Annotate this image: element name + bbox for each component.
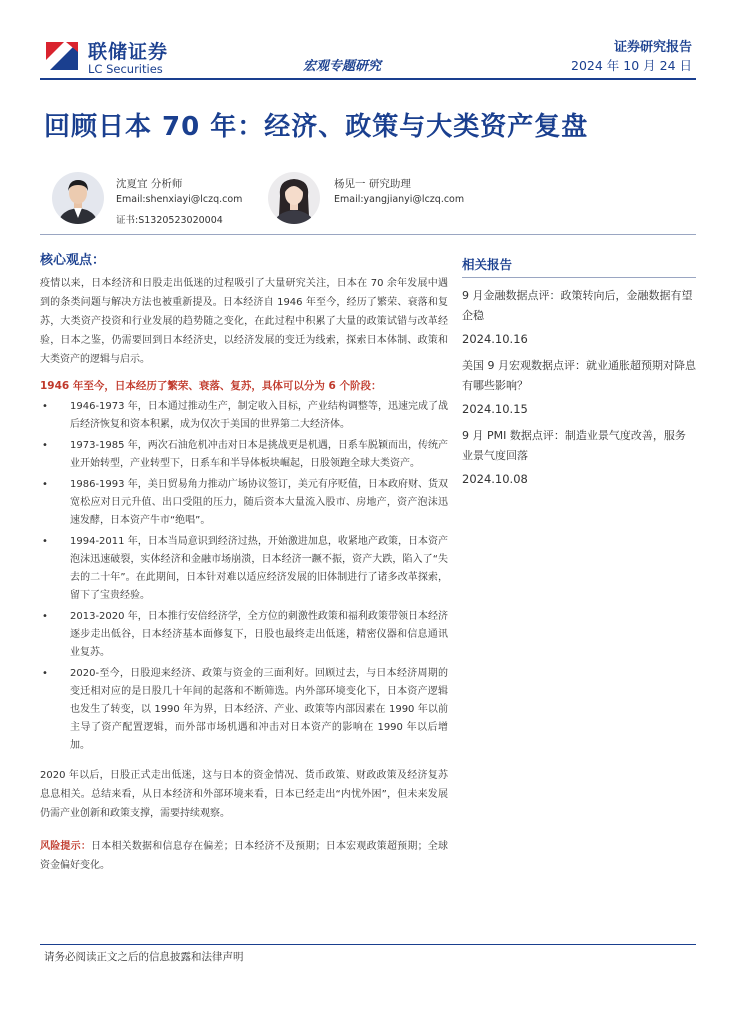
logo-text-cn: 联储证券 — [88, 41, 169, 63]
risk-label: 风险提示： — [40, 841, 92, 852]
conclusion-paragraph: 2020 年以后，日股正式走出低迷，这与日本的资金情况、货币政策、财政政策及经济复苏息息相关。总结来看，从日本经济和外部环境来看，日本已经走出“内忧外困”，但未来发展仍需产业创新和政策支撑，需要持续观察。 — [40, 770, 448, 819]
risk-warning — [40, 837, 448, 875]
core-views-section — [40, 249, 448, 875]
related-reports — [462, 255, 696, 496]
list-item — [40, 437, 448, 473]
stages-list — [40, 398, 448, 755]
report-type: 证券研究报告 — [613, 40, 692, 55]
author-1-cert: 证书:S1320523020004 — [116, 215, 223, 226]
related-report-item[interactable] — [462, 286, 696, 346]
author-1-name: 沈夏宜 分析师 — [116, 178, 183, 190]
avatar-author-2 — [268, 172, 320, 224]
related-report-title[interactable]: 9 月金融数据点评：政策转向后，金融数据有望企稳 — [462, 289, 693, 322]
author-2-name: 杨见一 研究助理 — [334, 178, 411, 190]
list-item — [40, 533, 448, 605]
related-report-date: 2024.10.15 — [462, 402, 528, 416]
risk-text: 日本相关数据和信息存在偏差；日本经济不及预期；日本宏观政策超预期；全球资金偏好变化。 — [40, 841, 449, 871]
list-item — [40, 608, 448, 662]
footer-divider — [40, 944, 696, 945]
bullet-icon: • — [42, 440, 48, 451]
authors-divider — [40, 234, 696, 235]
bullet-icon: • — [42, 401, 48, 412]
stages-title: 1946 年至今，日本经历了繁荣、衰落、复苏，具体可以分为 6 个阶段： — [40, 380, 382, 392]
stage-text: 1946-1973 年，日本通过推动生产，制定收入目标，产业结构调整等，迅速完成了战后经济恢复和资本积累，成为仅次于美国的世界第二大经济体。 — [70, 401, 448, 430]
bullet-icon: • — [42, 536, 48, 547]
avatar-author-1 — [52, 172, 104, 224]
related-report-item[interactable] — [462, 426, 696, 486]
bullet-icon: • — [42, 668, 48, 679]
lc-logo-icon — [44, 38, 80, 74]
core-views-title: 核心观点： — [40, 253, 106, 268]
bullet-icon: • — [42, 611, 48, 622]
document-type: 宏观专题研究 — [303, 59, 382, 74]
stage-text: 1973-1985 年，两次石油危机冲击对日本是挑战更是机遇，日系车脱颖而出，传统产业开始转型，产业转型下，日系车和半导体板块崛起，日股领跑全球大类资产。 — [70, 440, 448, 469]
stage-text: 2013-2020 年，日本推行安倍经济学，全方位的刺激性政策和福利政策带领日本经济逐步走出低谷，日本经济基本面修复下，日股也最终走出低迷，精密仪器和信息通讯业复苏。 — [70, 611, 448, 658]
stage-text: 2020-至今，日股迎来经济、政策与资金的三面利好。回顾过去，与日本经济周期的变迁相对应的是日股几十年间的起落和不断筛选。内外部环境变化下，日本资产逻辑也发生了转变，以 1990 年为界，日本经济、产业、政策等内部因素在 1990 年以前主导了资产配置逻辑，而外部市场机遇和冲击对日本资产的影响在 1990 年以后增加。 — [70, 668, 448, 751]
related-report-title[interactable]: 美国 9 月宏观数据点评：就业通胀超预期对降息有哪些影响？ — [462, 359, 696, 392]
related-report-item[interactable] — [462, 356, 696, 416]
related-report-title[interactable]: 9 月 PMI 数据点评：制造业景气度改善，服务业景气度回落 — [462, 429, 686, 462]
author-1-email: Email:shenxiayi@lczq.com — [116, 194, 243, 205]
intro-paragraph: 疫情以来，日本经济和日股走出低迷的过程吸引了大量研究关注，日本在 70 余年发展中遇到的条类问题与解决方法也被重新提及。日本经济自 1946 年至今，经历了繁荣、衰落和复苏，大类资产投资和行业发展的趋势随之变化，在此过程中积累了大量的政策试错与改革经验，日本之鉴，仍需要回到日本经济史，以经济发展的变迁为线索，探索日本体制、政策和大类资产的逻辑与启示。 — [40, 278, 448, 365]
stage-text: 1986-1993 年，美日贸易角力推动广场协议签订，美元有序贬值，日本政府财、货双宽松应对日元升值、出口受阻的压力，随后资本大量流入股市、房地产，资产泡沫迅速发酵，日本资产牛市“绝唱”。 — [70, 479, 448, 526]
header-divider — [40, 78, 696, 80]
page-title: 回顾日本 70 年：经济、政策与大类资产复盘 — [44, 112, 589, 142]
author-2-email: Email:yangjianyi@lczq.com — [334, 194, 465, 205]
related-reports-title: 相关报告 — [462, 255, 696, 278]
related-report-date: 2024.10.08 — [462, 472, 528, 486]
stage-text: 1994-2011 年，日本当局意识到经济过热，开始激进加息，收紧地产政策，日本资产泡沫迅速破裂，实体经济和金融市场崩溃，日本经济一蹶不振，资产大跌，陷入了“失去的二十年”。在此期间，日本针对难以适应经济发展的旧体制进行了诸多改革探索，留下了宝贵经验。 — [70, 536, 448, 601]
logo-text-en: LC Securities — [88, 62, 163, 76]
list-item — [40, 398, 448, 434]
report-date: 2024 年 10 月 24 日 — [571, 58, 692, 73]
list-item — [40, 665, 448, 755]
list-item — [40, 476, 448, 530]
bullet-icon: • — [42, 479, 48, 490]
related-report-date: 2024.10.16 — [462, 332, 528, 346]
footer-disclaimer: 请务必阅读正文之后的信息披露和法律声明 — [44, 951, 244, 963]
